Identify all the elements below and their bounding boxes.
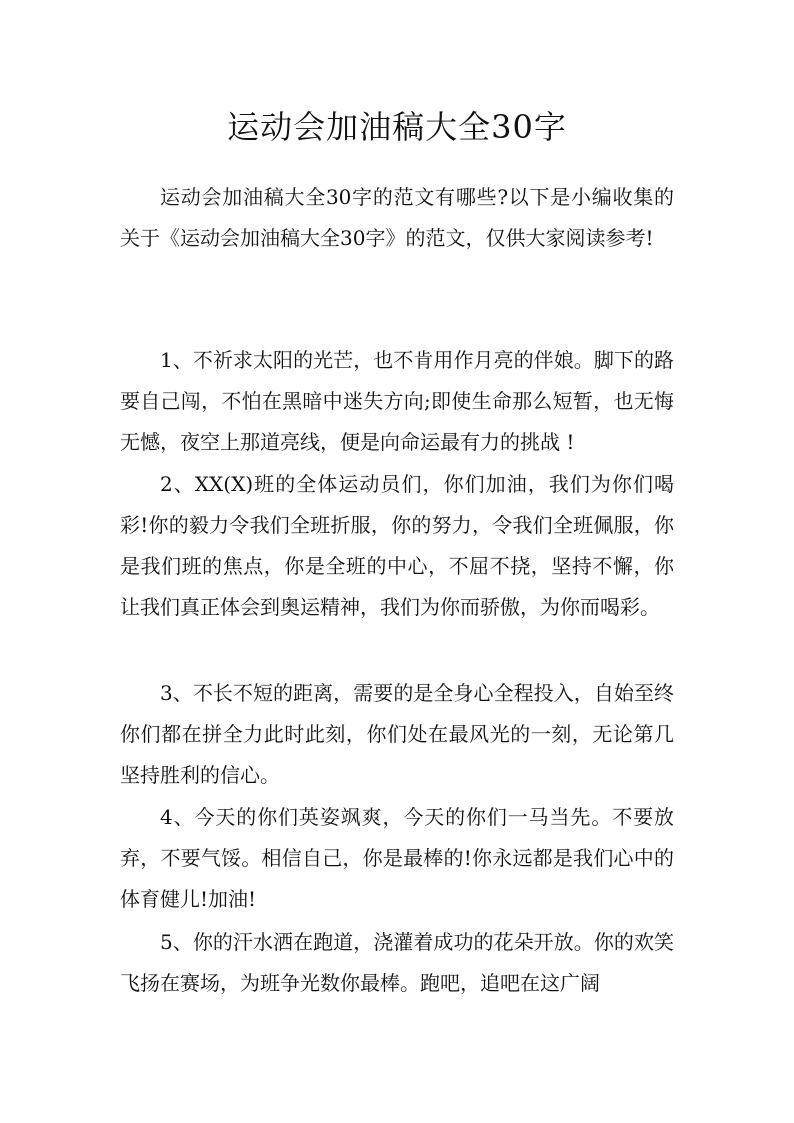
paragraph-4: 4、今天的你们英姿飒爽，今天的你们一马当先。不要放弃，不要气馁。相信自己，你是最棒的!你永远都是我们心中的体育健儿!加油! <box>120 805 674 911</box>
paragraph-1: 1、不祈求太阳的光芒，也不肯用作月亮的伴娘。脚下的路要自己闯，不怕在黑暗中迷失方向;即使生命那么短暂，也无悔无憾，夜空上那道亮线，便是向命运最有力的挑战 ! <box>120 348 674 454</box>
intro-paragraph: 运动会加油稿大全30字的范文有哪些?以下是小编收集的关于《运动会加油稿大全30字》的范文，仅供大家阅读参考! <box>120 185 674 250</box>
paragraph-2: 2、XX(X)班的全体运动员们，你们加油，我们为你们喝彩!你的毅力令我们全班折服，你的努力，令我们全班佩服，你是我们班的焦点，你是全班的中心，不屈不挠，坚持不懈，你让我们真正体会到奥运精神，我们为你而骄傲，为你而喝彩。 <box>120 472 674 619</box>
paragraph-5: 5、你的汗水洒在跑道，浇灌着成功的花朵开放。你的欢笑飞扬在赛场，为班争光数你最棒。跑吧，追吧在这广阔 <box>120 930 674 995</box>
document-title: 运动会加油稿大全30字 <box>227 108 567 146</box>
paragraph-3: 3、不长不短的距离，需要的是全身心全程投入，自始至终你们都在拼全力此时此刻，你们处在最风光的一刻，无论第几坚持胜利的信心。 <box>120 681 674 787</box>
